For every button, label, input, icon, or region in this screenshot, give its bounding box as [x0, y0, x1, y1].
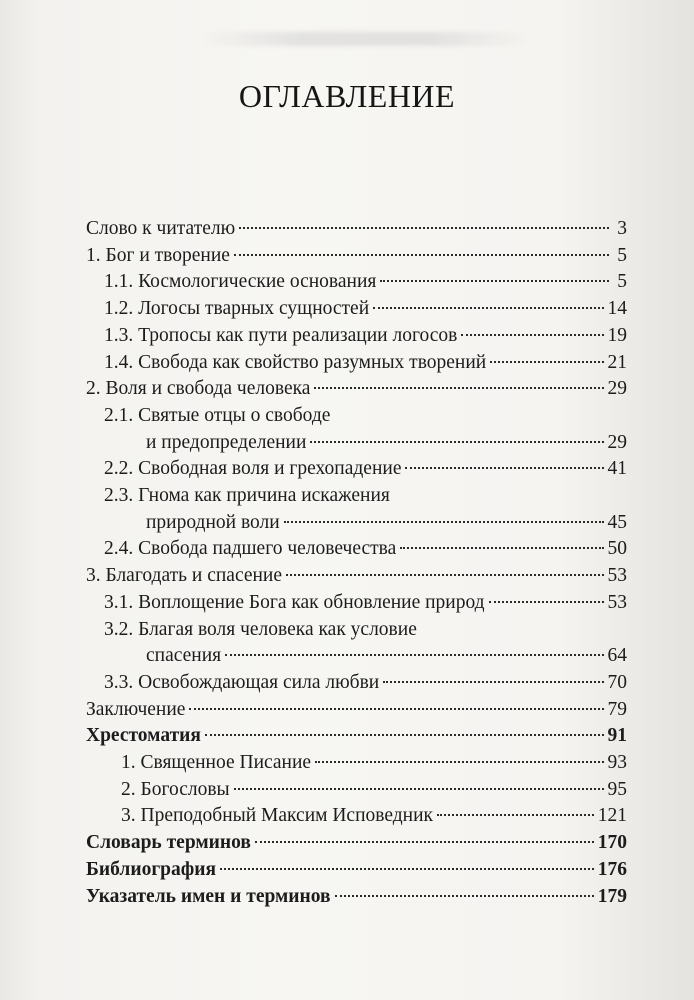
dot-leader: [400, 547, 603, 549]
toc-entry: [86, 350, 627, 377]
toc-entry-title: природной воли: [146, 511, 280, 533]
toc-entry: [86, 750, 627, 777]
toc-entry-page-number: 121: [597, 805, 627, 827]
toc-entry-title: Словарь терминов: [86, 832, 251, 854]
dot-leader: [310, 441, 603, 443]
toc-entry-title: Библиография: [86, 858, 217, 880]
toc-entry: [86, 456, 627, 483]
toc-entry-title: 2.2. Свободная воля и грехопадение: [104, 458, 402, 480]
dot-leader: [373, 307, 603, 309]
toc-entry: [86, 617, 627, 644]
dot-leader: [189, 708, 603, 710]
toc-entry-title: 2.1. Святые отцы о свободе: [104, 404, 331, 426]
toc-entry-page-number: 29: [607, 378, 627, 400]
toc-entry-title: 2.4. Свобода падшего человечества: [104, 538, 397, 560]
dot-leader: [489, 601, 604, 603]
toc-entry-page-number: 21: [607, 351, 627, 373]
toc-entry-title: 3.1. Воплощение Бога как обновление природ: [104, 591, 485, 613]
toc-entry: [86, 590, 627, 617]
toc-entry-title: 1. Священное Писание: [121, 752, 312, 774]
toc-entry-title: 2. Воля и свобода человека: [86, 378, 311, 400]
toc-entry-page-number: 179: [597, 885, 627, 907]
toc-entry-title: 1.1. Космологические основания: [104, 271, 377, 293]
toc-entry-title: и предопределении: [146, 431, 307, 453]
toc-entry: [86, 857, 627, 884]
toc-entry: [86, 403, 627, 430]
toc-entry: [86, 563, 627, 590]
toc-entry-page-number: 170: [597, 832, 627, 854]
toc-entry-page-number: 14: [607, 298, 627, 320]
toc-entry: [86, 803, 627, 830]
toc-entry-title: 2.3. Гнома как причина искажения: [104, 485, 390, 507]
toc-entry: [86, 243, 627, 270]
toc-entry: [86, 723, 627, 750]
toc-entry: [86, 376, 627, 403]
table-of-contents: [86, 216, 627, 910]
toc-entry-title: 3.3. Освобождающая сила любви: [104, 671, 380, 693]
toc-entry-page-number: 79: [607, 698, 627, 720]
toc-entry: [86, 296, 627, 323]
toc-entry-page-number: 5: [617, 244, 627, 266]
toc-entry-page-number: 93: [607, 752, 627, 774]
toc-entry-title: 1.3. Тропосы как пути реализации логосов: [104, 324, 458, 346]
toc-entry-page-number: 19: [607, 324, 627, 346]
dot-leader: [234, 254, 609, 256]
toc-entry-title: 1. Бог и творение: [86, 244, 230, 266]
toc-entry-page-number: 5: [617, 271, 627, 293]
toc-entry: [86, 830, 627, 857]
toc-entry: [86, 510, 627, 537]
toc-entry: [86, 536, 627, 563]
toc-entry-page-number: 45: [607, 511, 627, 533]
dot-leader: [490, 361, 603, 363]
dot-leader: [220, 868, 594, 870]
toc-entry-title: 1.2. Логосы тварных сущностей: [104, 298, 370, 320]
toc-entry-title: спасения: [146, 645, 222, 667]
page-title: ОГЛАВЛЕНИЕ: [238, 78, 456, 114]
toc-entry-page-number: 53: [607, 565, 627, 587]
dot-leader: [234, 788, 604, 790]
toc-entry-title: Слово к читателю: [86, 218, 236, 239]
toc-entry: [86, 483, 627, 510]
toc-entry: [86, 216, 627, 243]
toc-entry: [86, 697, 627, 724]
dot-leader: [205, 734, 604, 736]
dot-leader: [383, 681, 603, 683]
dot-leader: [335, 895, 594, 897]
dot-leader: [239, 227, 609, 229]
bleed-through-header: [200, 32, 530, 46]
dot-leader: [315, 761, 603, 763]
toc-entry-page-number: 91: [607, 725, 627, 747]
toc-entry: [86, 884, 627, 911]
toc-entry-title: Хрестоматия: [86, 725, 201, 747]
toc-entry: [86, 430, 627, 457]
dot-leader: [255, 841, 594, 843]
toc-entry: [86, 777, 627, 804]
dot-leader: [380, 280, 609, 282]
toc-entry-title: 3. Преподобный Максим Исповедник: [121, 805, 434, 827]
dot-leader: [286, 574, 603, 576]
dot-leader: [405, 467, 603, 469]
toc-entry-page-number: 50: [607, 538, 627, 560]
dot-leader: [314, 387, 603, 389]
toc-entry-title: Заключение: [86, 698, 186, 720]
toc-entry-title: 2. Богословы: [121, 778, 230, 800]
toc-entry-title: Указатель имен и терминов: [86, 885, 331, 907]
toc-entry-page-number: 3: [617, 218, 627, 239]
dot-leader: [284, 521, 604, 523]
dot-leader: [461, 334, 603, 336]
toc-entry-title: 1.4. Свобода как свойство разумных творений: [104, 351, 487, 373]
toc-entry-page-number: 64: [607, 645, 627, 667]
toc-entry-page-number: 95: [607, 778, 627, 800]
dot-leader: [225, 654, 603, 656]
toc-entry: [86, 323, 627, 350]
toc-entry: [86, 643, 627, 670]
dot-leader: [437, 814, 594, 816]
toc-entry-title: 3.2. Благая воля человека как условие: [104, 618, 417, 640]
toc-entry-page-number: 70: [607, 671, 627, 693]
toc-entry-page-number: 41: [607, 458, 627, 480]
toc-entry-title: 3. Благодать и спасение: [86, 565, 283, 587]
toc-entry-page-number: 53: [607, 591, 627, 613]
toc-entry: [86, 670, 627, 697]
toc-entry-page-number: 176: [597, 858, 627, 880]
toc-entry-page-number: 29: [607, 431, 627, 453]
toc-entry: [86, 269, 627, 296]
